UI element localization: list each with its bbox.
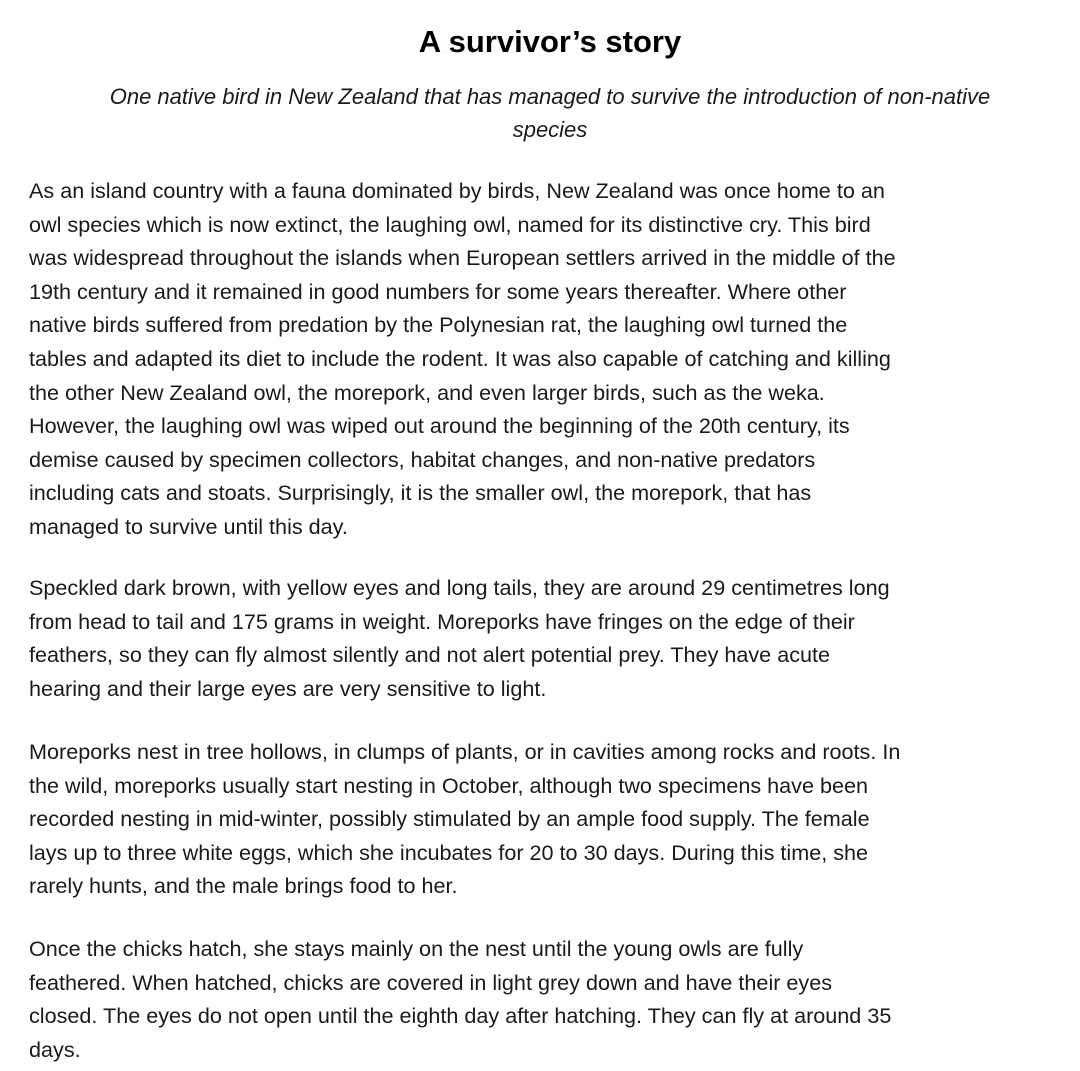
text-line: Moreporks nest in tree hollows, in clumps of plants, or in cavities among rocks and roots. In — [29, 739, 901, 764]
article-title: A survivor’s story — [418, 24, 682, 59]
subtitle-line: One native bird in New Zealand that has managed to survive the introduction of non-native — [109, 84, 991, 109]
text-line: 19th century and it remained in good numbers for some years thereafter. Where other — [29, 278, 847, 304]
text-line: from head to tail and 175 grams in weight. Moreporks have fringes on the edge of their — [29, 608, 855, 634]
text-line: recorded nesting in mid-winter, possibly stimulated by an ample food supply. The female — [29, 806, 870, 832]
text-line: Once the chicks hatch, she stays mainly on the nest until the young owls are fully — [29, 936, 804, 961]
text-line: the wild, moreporks usually start nesting in October, although two specimens have been — [29, 772, 869, 798]
text-line: was widespread throughout the islands when European settlers arrived in the middle of the — [29, 245, 896, 271]
text-line: owl species which is now extinct, the laughing owl, named for its distinctive cry. This bird — [29, 211, 871, 237]
subtitle-line: species — [512, 117, 588, 142]
text-line: However, the laughing owl was wiped out around the beginning of the 20th century, its — [29, 413, 850, 439]
text-line: feathered. When hatched, chicks are covered in light grey down and have their eyes — [29, 969, 833, 995]
text-line: the other New Zealand owl, the morepork, and even larger birds, such as the weka. — [29, 379, 825, 405]
text-line: hearing and their large eyes are very sensitive to light. — [29, 675, 547, 701]
paragraph-chicks — [29, 932, 1074, 1066]
text-line: lays up to three white eggs, which she incubates for 20 to 30 days. During this time, she — [29, 839, 869, 865]
text-line: rarely hunts, and the male brings food to her. — [29, 873, 458, 899]
paragraph-laughing-owl — [29, 174, 1074, 544]
text-line: closed. The eyes do not open until the eighth day after hatching. They can fly at around 35 — [29, 1003, 892, 1029]
text-line: Speckled dark brown, with yellow eyes and long tails, they are around 29 centimetres long — [29, 575, 890, 600]
text-line: managed to survive until this day. — [29, 513, 348, 539]
text-line: days. — [29, 1036, 81, 1062]
paragraph-nesting — [29, 735, 1074, 903]
text-line: including cats and stoats. Surprisingly, it is the smaller owl, the morepork, that has — [29, 480, 812, 506]
text-line: tables and adapted its diet to include the rodent. It was also capable of catching and killing — [29, 345, 891, 371]
text-line: demise caused by specimen collectors, habitat changes, and non-native predators — [29, 446, 816, 472]
text-line: feathers, so they can fly almost silently and not alert potential prey. They have acute — [29, 642, 831, 668]
text-line: native birds suffered from predation by the Polynesian rat, the laughing owl turned the — [29, 312, 848, 338]
article-subtitle — [20, 80, 1080, 146]
paragraph-appearance — [29, 571, 1074, 705]
text-line: As an island country with a fauna dominated by birds, New Zealand was once home to an — [29, 178, 885, 203]
